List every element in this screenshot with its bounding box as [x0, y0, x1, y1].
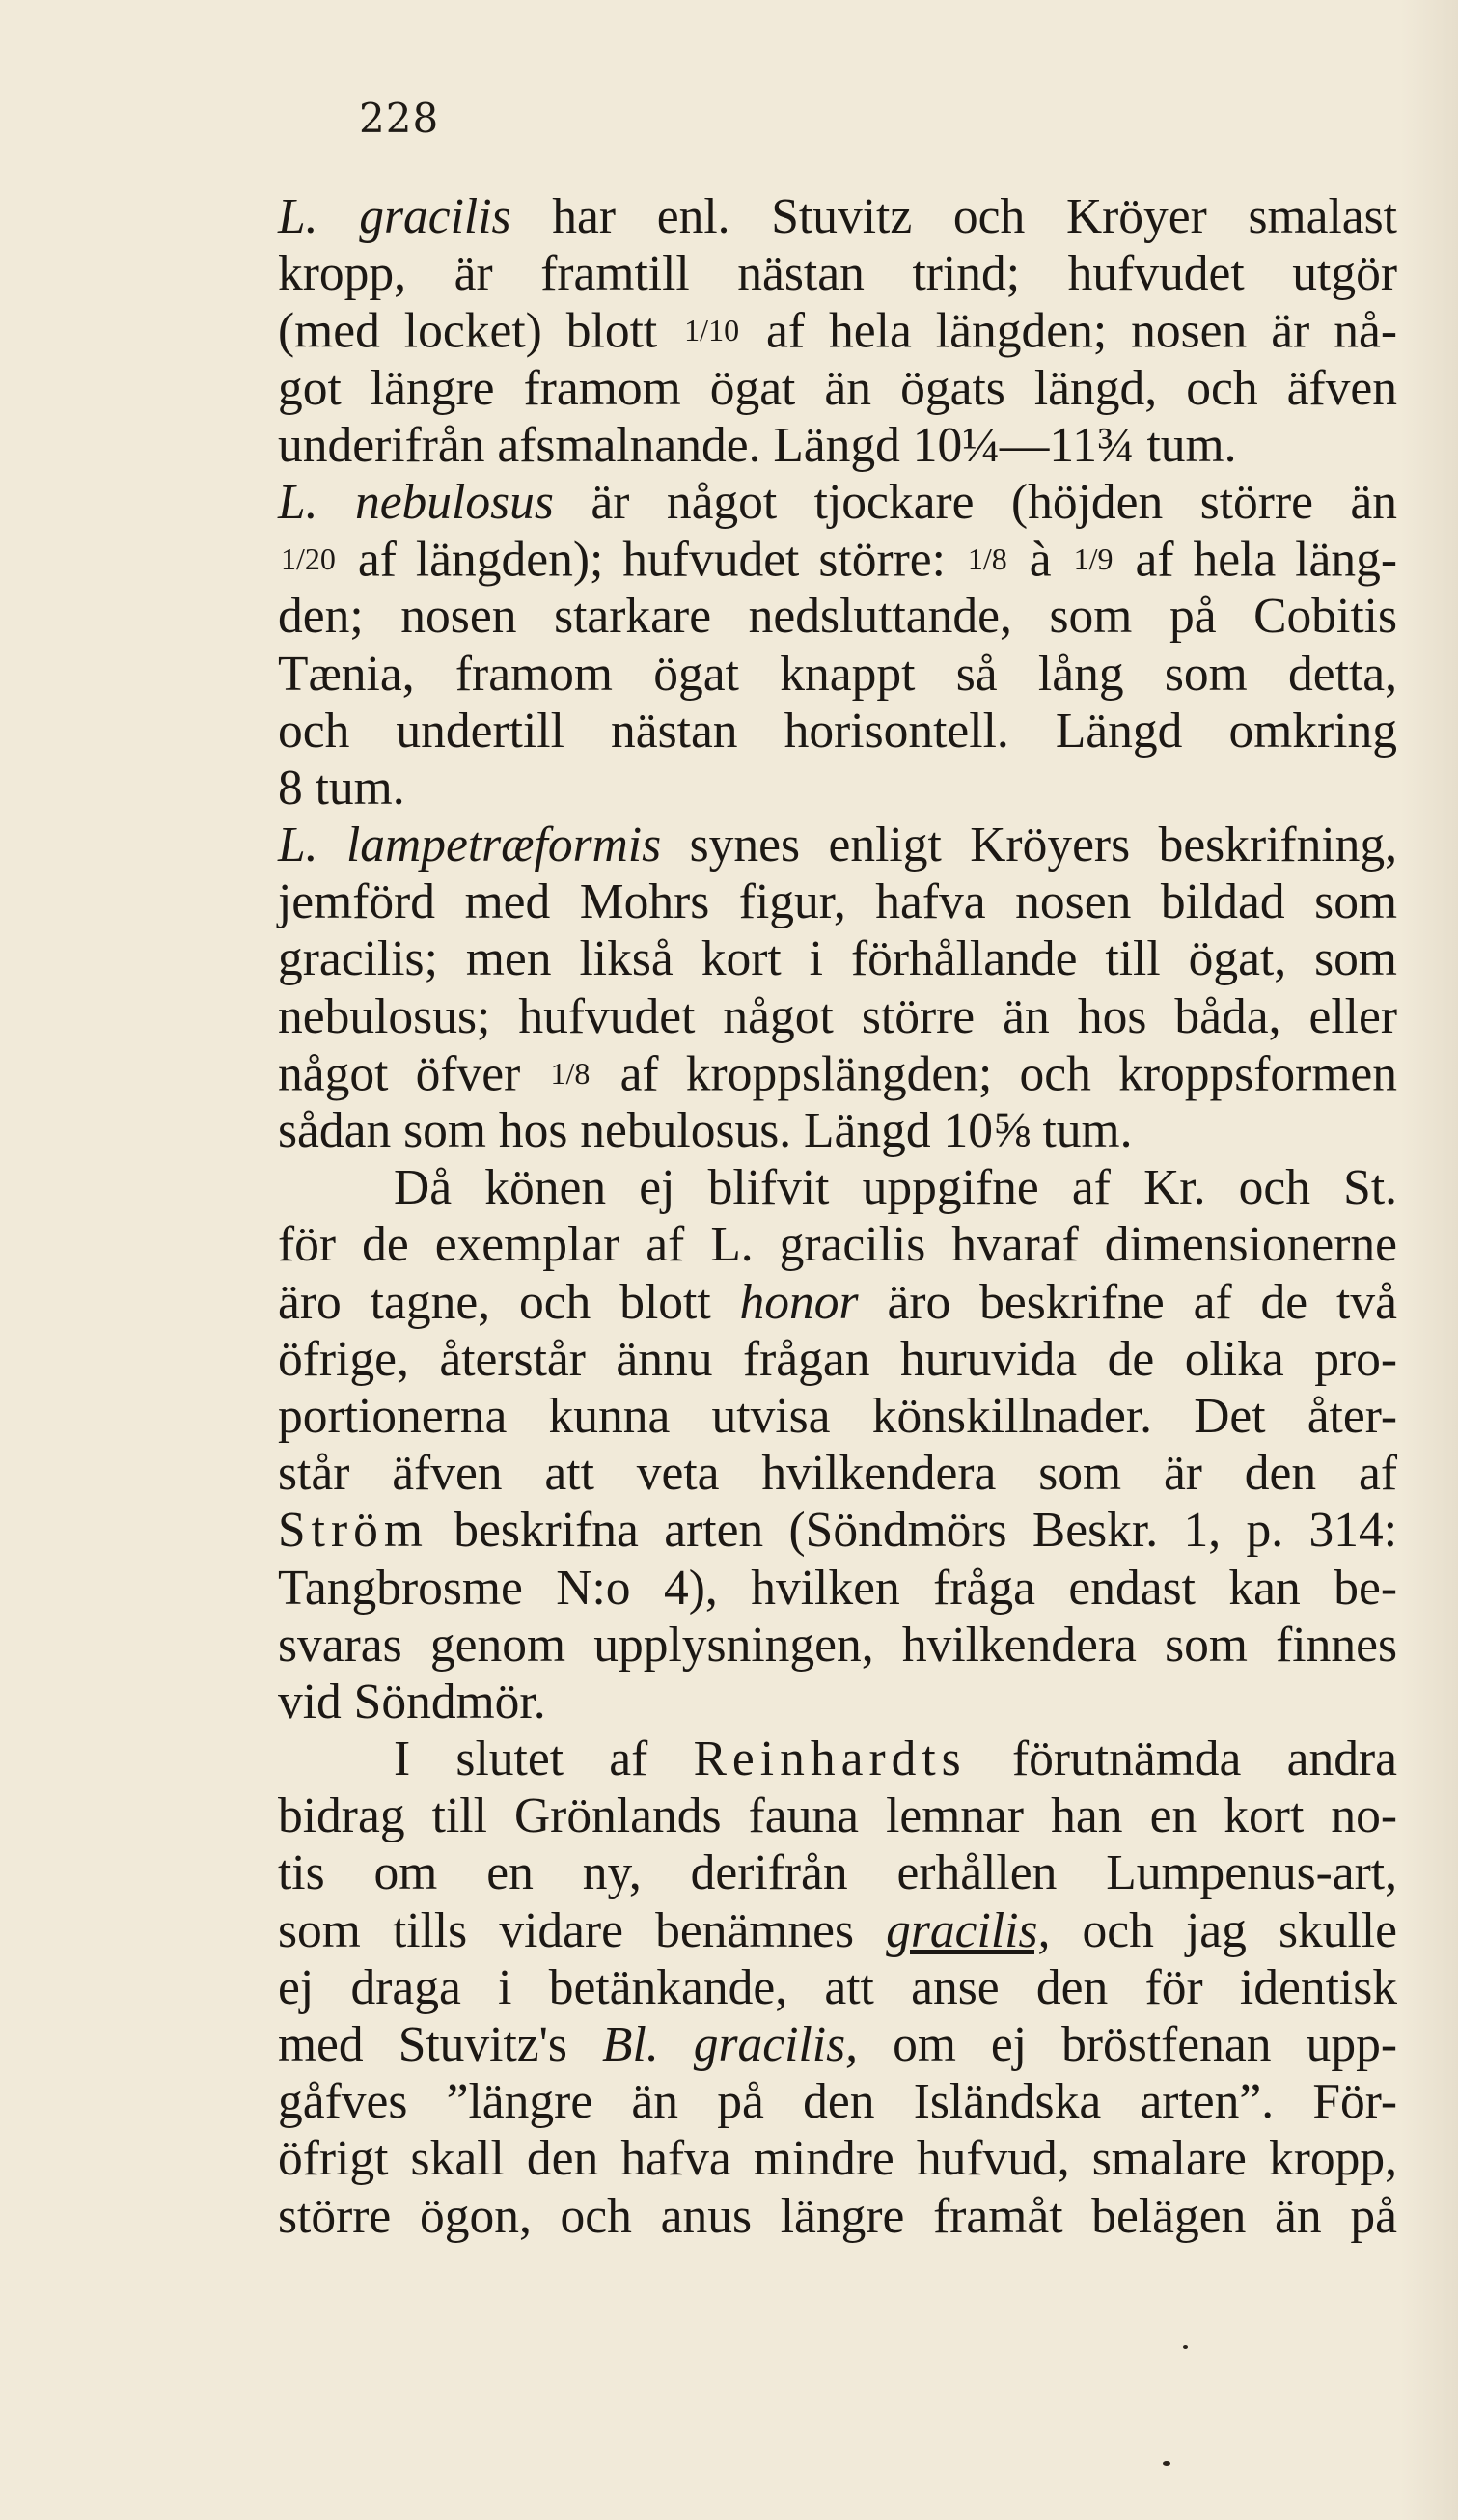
text-segment: got längre framom ögat än ögats längd, och äfven [278, 360, 1397, 416]
text-segment: af längden); hufvudet större: [338, 532, 965, 588]
text-segment: 1/10 [684, 313, 740, 348]
text-line [278, 1844, 1397, 1901]
text-segment: Ström [278, 1503, 428, 1559]
text-line [278, 1445, 1397, 1502]
text-segment: 1/8 [967, 541, 1007, 577]
text-line [278, 2073, 1397, 2130]
text-line [278, 2188, 1397, 2245]
text-segment: med Stuvitz's [278, 2017, 603, 2072]
text-segment: Tænia, framom ögat knappt så lång som detta, [278, 646, 1397, 702]
text-line [278, 2016, 1397, 2073]
text-line [278, 1560, 1397, 1617]
text-segment: honor [739, 1274, 859, 1330]
text-segment: I slutet af [394, 1731, 694, 1787]
text-segment: nebulosus; hufvudet något större än hos båda, eller [278, 988, 1397, 1044]
text-line [278, 703, 1397, 760]
text-line [278, 1388, 1397, 1445]
text-segment: vid Söndmör. [278, 1674, 546, 1730]
text-line [278, 817, 1397, 873]
text-segment: och jag skulle [1050, 1902, 1397, 1958]
text-segment: som tills vidare benämnes [278, 1902, 887, 1958]
text-segment: förutnämda andra [966, 1731, 1398, 1787]
text-line [278, 1274, 1397, 1331]
text-line [278, 245, 1397, 302]
text-segment: ej draga i betänkande, att anse den för identisk [278, 1959, 1397, 2015]
text-line [278, 474, 1397, 531]
text-segment: Tangbrosme N:o 4), hvilken fråga endast kan be- [278, 1560, 1397, 1616]
text-line [278, 588, 1397, 645]
text-line [278, 930, 1397, 987]
text-line [278, 873, 1397, 930]
text-segment: 1/9 [1073, 541, 1114, 577]
text-segment: äro tagne, och blott [278, 1274, 740, 1330]
text-segment: något öfver [278, 1046, 548, 1102]
text-segment: står äfven att veta hvilkendera som är den af [278, 1446, 1397, 1502]
text-segment: sådan som hos nebulosus. Längd 10⅝ tum. [278, 1103, 1133, 1158]
text-segment: 1/8 [550, 1055, 591, 1091]
text-segment: öfrige, återstår ännu frågan huruvida de olika pro- [278, 1331, 1397, 1387]
text-segment: (med locket) blott [278, 303, 682, 359]
text-line [278, 1502, 1397, 1559]
text-segment: kropp, är framtill nästan trind; hufvudet utgör [278, 246, 1397, 302]
body-text [278, 188, 1397, 2245]
text-line [278, 1045, 1397, 1102]
text-line [278, 1731, 1397, 1787]
text-line [278, 1902, 1397, 1959]
text-segment: den; nosen starkare nedsluttande, som på Cobitis [278, 589, 1397, 645]
text-segment: svaras genom upplysningen, hvilkendera som finnes [278, 1617, 1397, 1673]
text-segment: har enl. Stuvitz och Kröyer smalast [510, 189, 1397, 244]
text-line [278, 1331, 1397, 1388]
text-line [278, 417, 1397, 474]
text-segment: öfrigt skall den hafva mindre hufvud, smalare kropp, [278, 2131, 1397, 2187]
text-segment: om ej bröstfenan upp- [858, 2017, 1397, 2072]
text-segment: à [1009, 532, 1071, 588]
text-segment: bidrag till Grönlands fauna lemnar han en kort no- [278, 1788, 1397, 1844]
text-line [278, 1159, 1397, 1216]
text-line [278, 531, 1397, 588]
text-line [278, 1617, 1397, 1674]
text-segment: tis om en ny, derifrån erhållen Lumpenus-art, [278, 1845, 1397, 1901]
text-line [278, 2130, 1397, 2187]
text-line [278, 1959, 1397, 2016]
page-edge-shadow [1400, 0, 1458, 2520]
text-line [278, 188, 1397, 245]
text-line [278, 1674, 1397, 1731]
text-segment: Bl. gracilis, [602, 2017, 858, 2072]
text-segment: 8 tum. [278, 760, 405, 816]
text-line [278, 760, 1397, 817]
text-segment: L. lampetræformis [278, 817, 662, 873]
text-line [278, 646, 1397, 703]
text-segment: gåfves ”längre än på den Isländska arten”. För- [278, 2074, 1397, 2130]
text-segment: af hela längden; nosen är nå- [742, 303, 1397, 359]
text-segment: Då könen ej blifvit uppgifne af Kr. och St. [394, 1160, 1397, 1216]
text-line [278, 302, 1397, 359]
page-number: 228 [359, 95, 440, 142]
text-segment: synes enligt Kröyers beskrifning, [661, 817, 1398, 873]
text-segment: Reinhardts [693, 1731, 967, 1787]
text-segment: 1/20 [281, 541, 336, 577]
text-segment: portionerna kunna utvisa könskillnader. Det åter- [278, 1388, 1397, 1444]
text-line [278, 1102, 1397, 1159]
ink-speck [1183, 2345, 1188, 2349]
text-segment: af kroppslängden; och kroppsformen [592, 1046, 1397, 1102]
text-segment: jemförd med Mohrs figur, hafva nosen bildad som [278, 874, 1397, 930]
text-segment: och undertill nästan horisontell. Längd omkring [278, 703, 1397, 759]
ink-speck [1163, 2461, 1170, 2466]
text-segment: gracilis; men likså kort i förhållande till ögat, som [278, 931, 1397, 987]
text-segment: L. nebulosus [278, 474, 554, 530]
text-segment: gracilis, [886, 1902, 1051, 1958]
text-segment: äro beskrifne af de två [858, 1274, 1397, 1330]
text-line [278, 988, 1397, 1045]
text-segment: underifrån afsmalnande. Längd 10¼—11¾ tum. [278, 417, 1237, 473]
text-segment: af hela läng- [1115, 532, 1398, 588]
text-segment: L. gracilis [278, 189, 511, 244]
text-segment: är något tjockare (höjden större än [553, 474, 1397, 530]
text-line [278, 1787, 1397, 1844]
text-segment: beskrifna arten (Söndmörs Beskr. 1, p. 314: [427, 1503, 1397, 1559]
text-segment: större ögon, och anus längre framåt belägen än på [278, 2188, 1397, 2244]
text-segment: för de exemplar af L. gracilis hvaraf dimensionerne [278, 1217, 1397, 1273]
text-line [278, 1216, 1397, 1273]
text-line [278, 360, 1397, 417]
